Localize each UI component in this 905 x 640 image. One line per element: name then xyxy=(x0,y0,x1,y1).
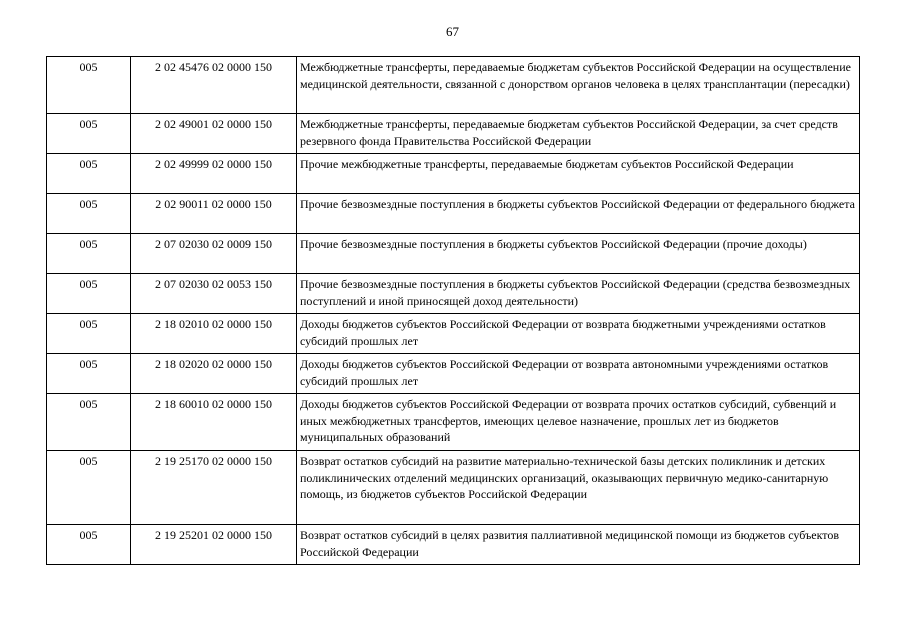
admin-code-cell: 005 xyxy=(47,114,131,154)
admin-code-cell: 005 xyxy=(47,234,131,274)
table-row xyxy=(47,194,860,234)
admin-code-cell: 005 xyxy=(47,354,131,394)
income-code-cell: 2 19 25170 02 0000 150 xyxy=(131,451,297,525)
income-name-cell: Прочие безвозмездные поступления в бюджеты субъектов Российской Федерации от федерального бюджета xyxy=(297,194,860,234)
page-number: 67 xyxy=(446,24,459,39)
income-name-cell: Межбюджетные трансферты, передаваемые бюджетам субъектов Российской Федерации на осуществление медицинской деятельности, связанной с донорством органов человека в целях трансплантации (пересадки) xyxy=(297,57,860,114)
income-code-cell: 2 07 02030 02 0053 150 xyxy=(131,274,297,314)
table-row xyxy=(47,274,860,314)
admin-code-cell: 005 xyxy=(47,274,131,314)
table-row xyxy=(47,354,860,394)
budget-income-table xyxy=(46,56,860,565)
table-row xyxy=(47,314,860,354)
admin-code-cell: 005 xyxy=(47,525,131,565)
admin-code-cell: 005 xyxy=(47,394,131,451)
income-name-cell: Прочие безвозмездные поступления в бюджеты субъектов Российской Федерации (средства безвозмездных поступлений и иной приносящей доход деятельности) xyxy=(297,274,860,314)
admin-code-cell: 005 xyxy=(47,314,131,354)
admin-code-cell: 005 xyxy=(47,57,131,114)
income-name-cell: Доходы бюджетов субъектов Российской Федерации от возврата автономными учреждениями остатков субсидий прошлых лет xyxy=(297,354,860,394)
income-code-cell: 2 02 49001 02 0000 150 xyxy=(131,114,297,154)
table-row xyxy=(47,451,860,525)
income-name-cell: Межбюджетные трансферты, передаваемые бюджетам субъектов Российской Федерации, за счет средств резервного фонда Правительства Российской Федерации xyxy=(297,114,860,154)
income-code-cell: 2 18 60010 02 0000 150 xyxy=(131,394,297,451)
income-code-cell: 2 02 90011 02 0000 150 xyxy=(131,194,297,234)
income-name-cell: Возврат остатков субсидий в целях развития паллиативной медицинской помощи из бюджетов субъектов Российской Федерации xyxy=(297,525,860,565)
table-row xyxy=(47,57,860,114)
income-code-cell: 2 07 02030 02 0009 150 xyxy=(131,234,297,274)
income-code-cell: 2 18 02010 02 0000 150 xyxy=(131,314,297,354)
income-name-cell: Доходы бюджетов субъектов Российской Федерации от возврата бюджетными учреждениями остатков субсидий прошлых лет xyxy=(297,314,860,354)
table-row xyxy=(47,525,860,565)
income-name-cell: Прочие межбюджетные трансферты, передаваемые бюджетам субъектов Российской Федерации xyxy=(297,154,860,194)
admin-code-cell: 005 xyxy=(47,154,131,194)
income-name-cell: Прочие безвозмездные поступления в бюджеты субъектов Российской Федерации (прочие доходы) xyxy=(297,234,860,274)
admin-code-cell: 005 xyxy=(47,451,131,525)
admin-code-cell: 005 xyxy=(47,194,131,234)
income-code-cell: 2 19 25201 02 0000 150 xyxy=(131,525,297,565)
income-code-cell: 2 18 02020 02 0000 150 xyxy=(131,354,297,394)
income-code-cell: 2 02 49999 02 0000 150 xyxy=(131,154,297,194)
table-row xyxy=(47,394,860,451)
income-name-cell: Возврат остатков субсидий на развитие материально-технической базы детских поликлиник и детских поликлинических отделений медицинских организаций, оказывающих первичную медико-санитарную помощь, из бюджетов субъектов Российской Федерации xyxy=(297,451,860,525)
table-row xyxy=(47,154,860,194)
table-row xyxy=(47,234,860,274)
income-name-cell: Доходы бюджетов субъектов Российской Федерации от возврата прочих остатков субсидий, субвенций и иных межбюджетных трансфертов, имеющих целевое назначение, прошлых лет из бюджетов муниципальных образований xyxy=(297,394,860,451)
table-row xyxy=(47,114,860,154)
income-code-cell: 2 02 45476 02 0000 150 xyxy=(131,57,297,114)
